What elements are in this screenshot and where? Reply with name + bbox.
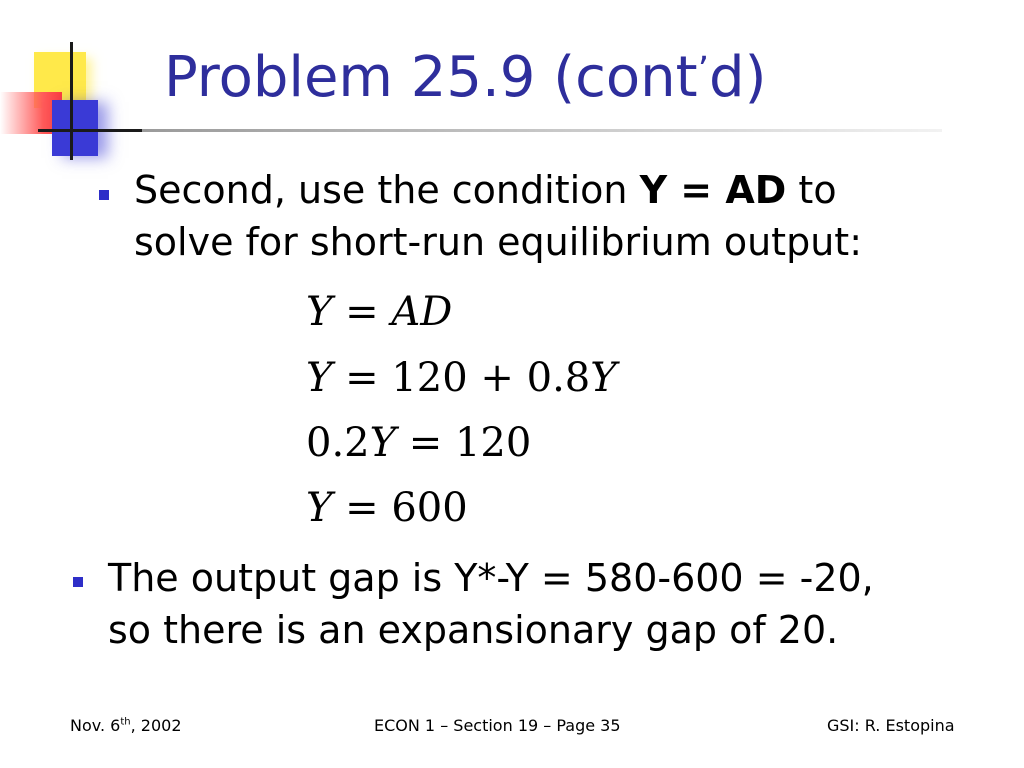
equation-4: Y = 600 [306, 485, 468, 531]
title-underline-dark [38, 129, 142, 132]
bullet-2-line-2: so there is an expansionary gap of 20. [108, 608, 839, 652]
bullet-2-line-1: The output gap is Y*-Y = 580-600 = -20, [108, 556, 874, 600]
title-main: Problem 25.9 (cont [164, 45, 698, 110]
footer-date [70, 716, 182, 735]
footer-date-sup: th [120, 716, 131, 728]
footer-date-pre: Nov. 6 [70, 716, 121, 735]
bullet-1-line-2: solve for short-run equilibrium output: [134, 220, 862, 264]
footer-date-post: , 2002 [130, 716, 182, 735]
footer-right: GSI: R. Estopina [827, 716, 955, 735]
bullet-marker-1 [99, 190, 109, 200]
bullet-1 [134, 164, 862, 268]
equation-3: 0.2Y = 120 [306, 420, 532, 466]
footer-center: ECON 1 – Section 19 – Page 35 [374, 716, 621, 735]
equation-1: Y = AD [306, 289, 453, 335]
title-apostrophe: ’ [697, 50, 710, 91]
bullet-1-pre: Second, use the condition [134, 168, 640, 212]
logo-vertical-line [70, 42, 73, 160]
bullet-1-bold: Y = AD [639, 168, 787, 212]
equation-2: Y = 120 + 0.8Y [306, 355, 617, 401]
slide-title [164, 45, 767, 110]
bullet-1-post: to [786, 168, 837, 212]
logo-blue-square [52, 100, 98, 156]
bullet-2 [108, 552, 874, 656]
title-underline-fade [142, 129, 942, 132]
title-end: d) [709, 45, 767, 110]
bullet-marker-2 [73, 577, 83, 587]
bullet-1-line-1 [134, 164, 862, 216]
